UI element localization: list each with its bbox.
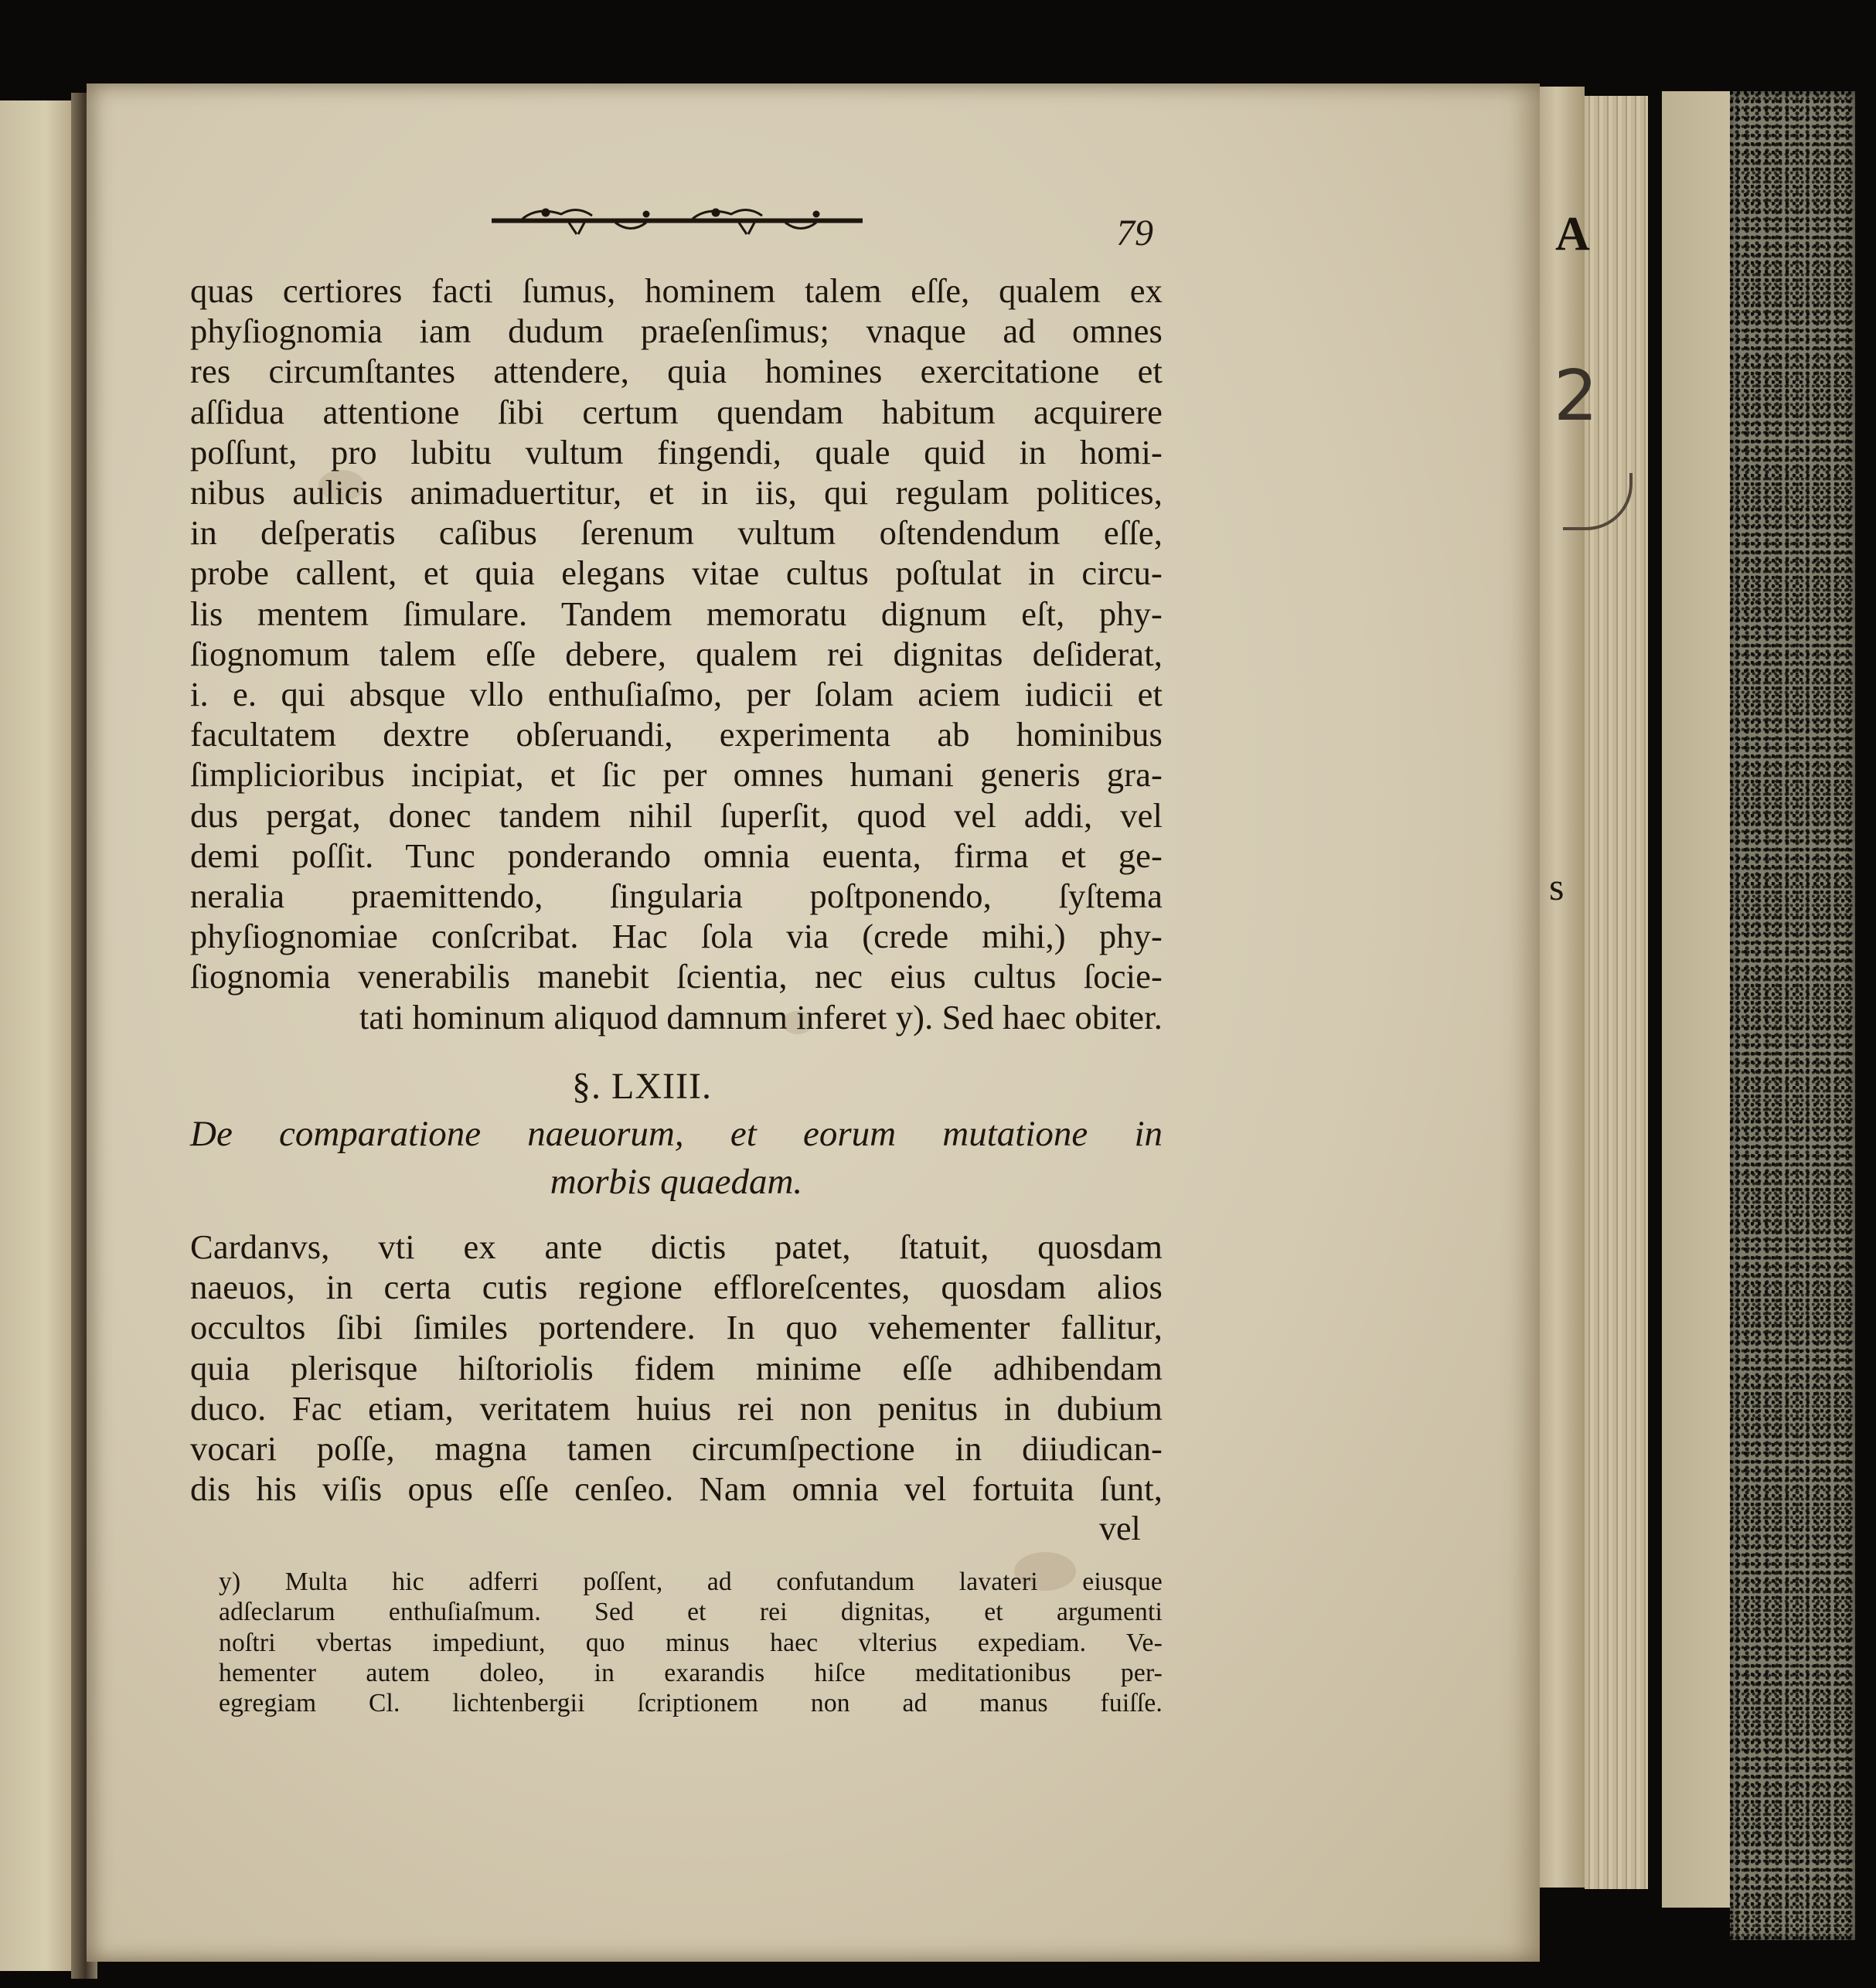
text-line: naeuos, in certa cutis regione effloreſcentes, quosdam alios — [190, 1268, 1163, 1307]
text-line: tati hominum aliquod damnum inferet y). Sed haec obiter. — [359, 997, 1163, 1037]
text-line: quas certiores facti ſumus, hominem talem eſſe, qualem ex — [190, 271, 1163, 310]
text-line: facultatem dextre obſeruandi, experimenta ab hominibus — [190, 715, 1163, 754]
text-line: Cardanvs, vti ex ante dictis patet, ſtatuit, quosdam — [190, 1227, 1163, 1266]
section-paragraph — [190, 1227, 1163, 1509]
text-line: ſiognomum talem eſſe debere, qualem rei dignitas deſiderat, — [190, 634, 1163, 673]
text-line: ſiognomia venerabilis manebit ſcientia, nec eius cultus ſocie- — [190, 957, 1163, 996]
text-line: dus pergat, donec tandem nihil ſuperſit, quod vel addi, vel — [190, 795, 1163, 835]
section-heading-line-1: De comparatione naeuorum, et eorum mutatione in — [190, 1114, 1163, 1154]
footnote-line: y) Multa hic adferri poſſent, ad confutandum lavateri eiusque — [219, 1568, 1163, 1596]
text-line: probe callent, et quia elegans vitae cultus poſtulat in circu- — [190, 553, 1163, 593]
footnote-line: adſeclarum enthuſiaſmum. Sed et rei dignitas, et argumenti — [219, 1598, 1163, 1627]
text-line: vocari poſſe, magna tamen circumſpectione in diiudican- — [190, 1429, 1163, 1469]
text-line: neralia praemittendo, ſingularia poſtponendo, ſyſtema — [190, 877, 1163, 916]
text-line: phyſiognomia iam dudum praeſenſimus; vnaque ad omnes — [190, 311, 1163, 351]
main-text-block — [190, 271, 1163, 1037]
text-line: ſimplicioribus incipiat, et ſic per omnes humani generis gra- — [190, 755, 1163, 795]
header-ornament-rule — [492, 203, 863, 239]
text-line: in deſperatis caſibus ſerenum vultum oſtendendum eſſe, — [190, 513, 1163, 553]
tab-letter-s: s — [1549, 865, 1564, 908]
marbled-book-cover — [1730, 91, 1855, 1940]
text-line: quia plerisque hiſtoriolis fidem minime eſſe adhibendam — [190, 1348, 1163, 1387]
catchword: vel — [1099, 1510, 1141, 1547]
inserted-tab-leaf — [1662, 91, 1731, 1908]
footnote-line: egregiam Cl. lichtenbergii ſcriptionem non ad manus fuiſſe. — [219, 1689, 1163, 1718]
footnote-line: hementer autem doleo, in exarandis hiſce meditationibus per- — [219, 1658, 1163, 1687]
text-line: res circumſtantes attendere, quia homines exercitatione et — [190, 352, 1163, 391]
text-line: duco. Fac etiam, veritatem huius rei non penitus in dubium — [190, 1388, 1163, 1428]
text-line: occultos ſibi ſimiles portendere. In quo vehementer fallitur, — [190, 1308, 1163, 1347]
text-line: dis his viſis opus eſſe cenſeo. Nam omnia vel fortuita ſunt, — [190, 1469, 1163, 1509]
footnote-line: noſtri vbertas impediunt, quo minus haec vlterius expediam. Ve- — [219, 1628, 1163, 1657]
text-line: poſſunt, pro lubitu vultum fingendi, quale quid in homi- — [190, 432, 1163, 471]
text-line: i. e. qui absque vllo enthuſiaſmo, per ſolam aciem iudicii et — [190, 675, 1163, 714]
tab-handwritten-number: 2 — [1554, 356, 1599, 437]
tab-letter: A — [1555, 208, 1590, 260]
section-number: §. LXIII. — [572, 1066, 712, 1107]
text-line: lis mentem ſimulare. Tandem memoratu dignum eſt, phy- — [190, 594, 1163, 633]
text-line: aſſidua attentione ſibi certum quendam habitum acquirere — [190, 392, 1163, 431]
section-heading-line-2: morbis quaedam. — [550, 1162, 803, 1202]
text-line: phyſiognomiae conſcribat. Hac ſola via (crede mihi,) phy- — [190, 917, 1163, 956]
text-line: nibus aulicis animaduertitur, et in iis, qui regulam politices, — [190, 473, 1163, 512]
footnote-block — [219, 1567, 1163, 1718]
page-number: 79 — [1116, 213, 1153, 254]
text-line: demi poſſit. Tunc ponderando omnia euenta, firma et ge- — [190, 836, 1163, 875]
